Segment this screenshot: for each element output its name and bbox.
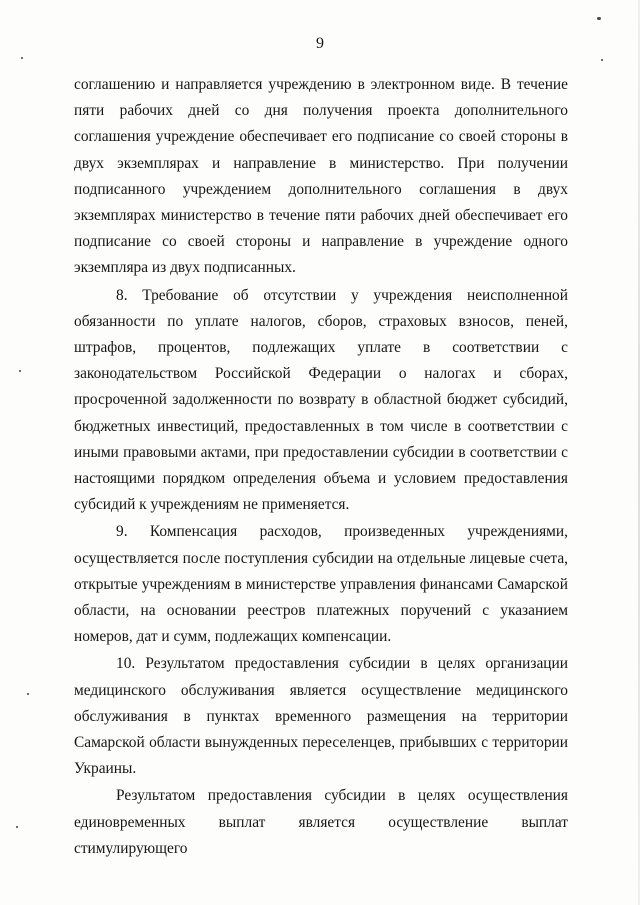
paragraph-9-compensation: 9. Компенсация расходов, произведенных учреждениями, осуществляется после поступления субсидии на отдельные лицевые счета, открытые учреждениям в министерстве управления финансами Самарской области, на основании реестров платежных поручений с указанием номеров, дат и сумм, подлежащих компенсации. [74,523,568,646]
paragraph-10-result-medical: 10. Результатом предоставления субсидии в целях организации медицинского обслуживания является осуществление медицинского обслуживания в пунктах временного размещения на территории Самарской области вынужденных переселенцев, прибывших с территории Украины. [74,655,568,778]
scan-speck [19,370,21,372]
body-text [74,72,568,862]
scan-speck [27,693,29,695]
paragraph-result-payments: Результатом предоставления субсидии в целях осуществления единовременных выплат является осуществление выплат стимулирующего [74,787,568,857]
page-number: 9 [316,35,324,52]
scan-speck [21,57,23,59]
scan-speck [597,17,601,20]
scan-speck [16,826,18,828]
paragraph-agreement-continuation: соглашению и направляется учреждению в электронном виде. В течение пяти рабочих дней со дня получения проекта дополнительного соглашения учреждение обеспечивает его подписание со своей стороны в двух экземплярах и направление в министерство. При получении подписанного учреждением дополнительного соглашения в двух экземплярах министерство в течение пяти рабочих дней обеспечивает его подписание со своей стороны и направление в учреждение одного экземпляра из двух подписанных. [74,76,568,277]
scan-speck [601,59,603,61]
paragraph-8-requirement: 8. Требование об отсутствии у учреждения неисполненной обязанности по уплате налогов, сборов, страховых взносов, пеней, штрафов, процентов, подлежащих уплате в соответствии с законодательством Российской Федерации о налогах и сборах, просроченной задолженности по возврату в областной бюджет субсидий, бюджетных инвестиций, предоставленных в том числе в соответствии с иными правовыми актами, при предоставлении субсидии в соответствии с настоящими порядком определения объема и условием предоставления субсидий к учреждениям не применяется. [74,286,568,514]
